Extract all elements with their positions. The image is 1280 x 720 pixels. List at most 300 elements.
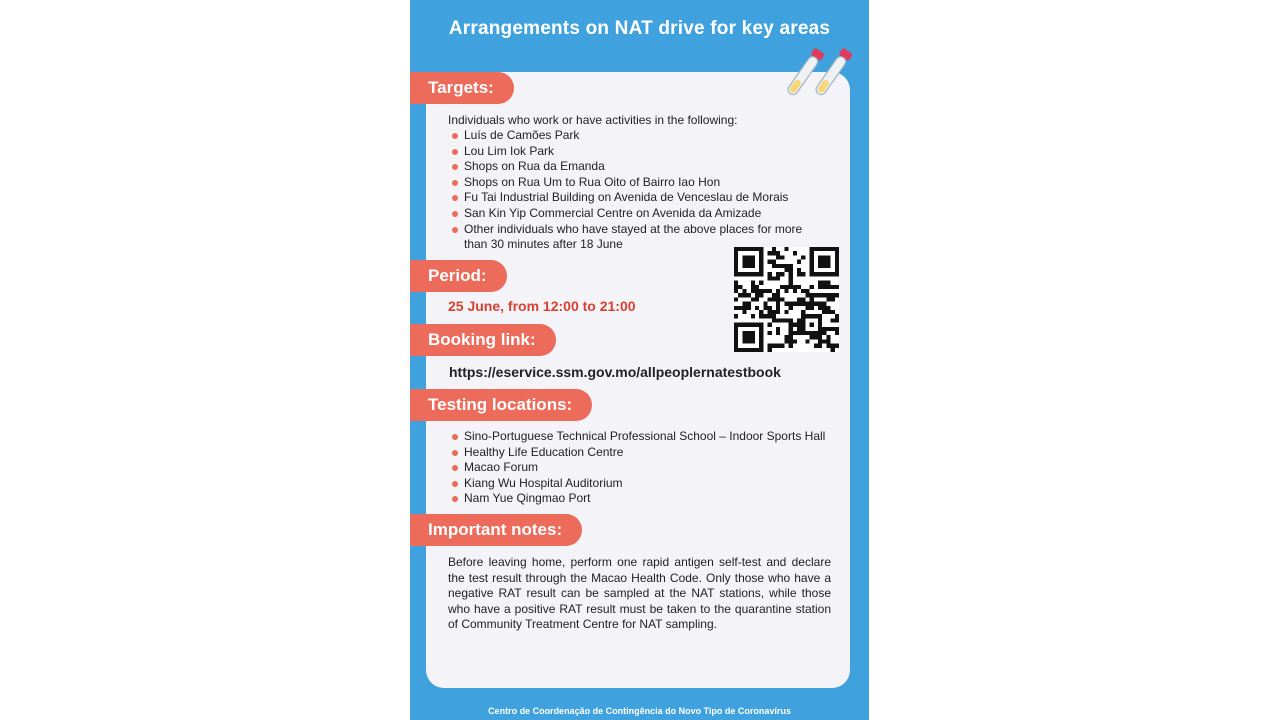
qr-module — [734, 255, 738, 259]
qr-module — [734, 285, 738, 289]
qr-module — [822, 264, 826, 268]
qr-module — [759, 335, 763, 339]
list-item: Shops on Rua Um to Rua Oito of Bairro Iao Hon — [448, 175, 802, 191]
qr-module — [742, 260, 746, 264]
qr-module — [826, 293, 830, 297]
targets-intro: Individuals who work or have activities in the following: — [448, 113, 738, 127]
period-value: 25 June, from 12:00 to 21:00 — [448, 298, 636, 314]
qr-module — [755, 323, 759, 327]
qr-module — [789, 306, 793, 310]
qr-module — [826, 306, 830, 310]
qr-module — [801, 289, 805, 293]
qr-module — [738, 272, 742, 276]
qr-module — [734, 268, 738, 272]
qr-module — [822, 306, 826, 310]
qr-module — [742, 293, 746, 297]
qr-module — [810, 255, 814, 259]
qr-module — [751, 264, 755, 268]
qr-module — [759, 281, 763, 285]
qr-module — [742, 302, 746, 306]
qr-module — [784, 289, 788, 293]
qr-module — [768, 314, 772, 318]
qr-module — [747, 323, 751, 327]
qr-module — [835, 331, 839, 335]
qr-module — [831, 293, 835, 297]
list-item: Lou Lim Iok Park — [448, 144, 802, 160]
qr-module — [805, 289, 809, 293]
qr-module — [784, 268, 788, 272]
bullet-icon — [452, 180, 458, 186]
bullet-icon — [452, 164, 458, 170]
qr-module — [793, 289, 797, 293]
qr-module — [797, 260, 801, 264]
qr-module — [793, 339, 797, 343]
qr-module — [768, 251, 772, 255]
qr-module — [759, 251, 763, 255]
qr-module — [742, 331, 746, 335]
qr-module — [776, 310, 780, 314]
bullet-icon — [452, 434, 458, 440]
qr-module — [780, 285, 784, 289]
qr-module — [734, 297, 738, 301]
qr-module — [831, 327, 835, 331]
qr-module — [801, 318, 805, 322]
qr-module — [784, 302, 788, 306]
qr-module — [789, 327, 793, 331]
qr-module — [738, 247, 742, 251]
booking-link[interactable]: https://eservice.ssm.gov.mo/allpeoplernatestbook — [449, 364, 781, 380]
qr-module — [831, 247, 835, 251]
qr-module — [742, 339, 746, 343]
qr-module — [826, 285, 830, 289]
locations-list — [448, 429, 825, 507]
qr-module — [751, 314, 755, 318]
qr-module — [797, 323, 801, 327]
qr-module — [801, 310, 805, 314]
qr-module — [742, 255, 746, 259]
qr-module — [835, 327, 839, 331]
qr-module — [776, 318, 780, 322]
qr-module — [835, 285, 839, 289]
qr-module — [801, 272, 805, 276]
qr-module — [826, 310, 830, 314]
qr-module — [755, 285, 759, 289]
qr-module — [814, 293, 818, 297]
qr-module — [763, 306, 767, 310]
qr-module — [835, 314, 839, 318]
qr-module — [734, 272, 738, 276]
qr-module — [747, 302, 751, 306]
qr-module — [759, 323, 763, 327]
bullet-icon — [452, 496, 458, 502]
qr-module — [826, 339, 830, 343]
qr-module — [755, 297, 759, 301]
section-label-period: Period: — [410, 260, 507, 292]
qr-module — [814, 314, 818, 318]
qr-module — [818, 335, 822, 339]
qr-module — [742, 306, 746, 310]
qr-module — [789, 335, 793, 339]
qr-module — [789, 272, 793, 276]
qr-module — [810, 335, 814, 339]
qr-module — [751, 272, 755, 276]
qr-module — [810, 331, 814, 335]
qr-module — [759, 264, 763, 268]
bullet-icon — [452, 133, 458, 139]
qr-module — [734, 348, 738, 352]
qr-module — [747, 306, 751, 310]
qr-module — [734, 289, 738, 293]
qr-module — [835, 247, 839, 251]
qr-module — [742, 247, 746, 251]
qr-module — [742, 289, 746, 293]
qr-module — [759, 331, 763, 335]
qr-module — [789, 264, 793, 268]
qr-module — [747, 255, 751, 259]
qr-module — [776, 297, 780, 301]
qr-module — [822, 339, 826, 343]
qr-module — [797, 268, 801, 272]
qr-module — [826, 335, 830, 339]
qr-module — [789, 281, 793, 285]
list-item: Kiang Wu Hospital Auditorium — [448, 476, 825, 492]
qr-module — [789, 331, 793, 335]
qr-module — [734, 260, 738, 264]
qr-module — [797, 297, 801, 301]
qr-module — [776, 331, 780, 335]
qr-module — [805, 314, 809, 318]
qr-module — [822, 327, 826, 331]
qr-module — [747, 260, 751, 264]
qr-module — [822, 331, 826, 335]
qr-module — [805, 306, 809, 310]
qr-module — [734, 306, 738, 310]
qr-module — [818, 331, 822, 335]
qr-module — [818, 306, 822, 310]
qr-module — [742, 310, 746, 314]
qr-module — [793, 331, 797, 335]
qr-module — [789, 339, 793, 343]
qr-module — [793, 285, 797, 289]
section-label-locations: Testing locations: — [410, 389, 592, 421]
qr-module — [814, 335, 818, 339]
qr-module — [801, 297, 805, 301]
qr-module — [772, 344, 776, 348]
qr-module — [805, 331, 809, 335]
qr-module — [826, 344, 830, 348]
qr-module — [755, 306, 759, 310]
qr-module — [822, 285, 826, 289]
qr-module — [751, 323, 755, 327]
qr-module — [768, 331, 772, 335]
qr-module — [759, 348, 763, 352]
qr-module — [759, 255, 763, 259]
qr-module — [814, 247, 818, 251]
qr-module — [772, 251, 776, 255]
qr-module — [734, 251, 738, 255]
qr-module — [797, 302, 801, 306]
list-item: Other individuals who have stayed at the above places for more — [448, 222, 802, 238]
qr-module — [784, 339, 788, 343]
qr-module — [755, 289, 759, 293]
qr-module — [747, 335, 751, 339]
qr-module — [751, 348, 755, 352]
bullet-icon — [452, 211, 458, 217]
qr-module — [801, 331, 805, 335]
qr-module — [801, 255, 805, 259]
qr-module — [818, 247, 822, 251]
list-item-continuation: than 30 minutes after 18 June — [464, 237, 623, 252]
qr-module — [826, 272, 830, 276]
qr-module — [759, 339, 763, 343]
qr-module — [734, 247, 738, 251]
qr-module — [755, 293, 759, 297]
qr-module — [810, 314, 814, 318]
qr-module — [751, 255, 755, 259]
list-item: Fu Tai Industrial Building on Avenida de Venceslau de Morais — [448, 190, 802, 206]
qr-module — [831, 272, 835, 276]
qr-module — [759, 289, 763, 293]
qr-module — [818, 327, 822, 331]
qr-module — [780, 255, 784, 259]
qr-module — [751, 297, 755, 301]
bullet-icon — [452, 465, 458, 471]
qr-module — [822, 260, 826, 264]
list-item: Nam Yue Qingmao Port — [448, 491, 825, 507]
qr-module — [772, 247, 776, 251]
qr-module — [818, 339, 822, 343]
list-item: Healthy Life Education Centre — [448, 445, 825, 461]
bullet-icon — [452, 227, 458, 233]
qr-module — [747, 293, 751, 297]
qr-module — [759, 247, 763, 251]
qr-module — [810, 293, 814, 297]
qr-module — [772, 318, 776, 322]
qr-module — [768, 272, 772, 276]
qr-module — [747, 348, 751, 352]
qr-module — [831, 318, 835, 322]
qr-module — [826, 327, 830, 331]
qr-module — [801, 327, 805, 331]
qr-module — [742, 348, 746, 352]
qr-module — [772, 310, 776, 314]
qr-module — [814, 302, 818, 306]
qr-module — [776, 272, 780, 276]
qr-module — [818, 264, 822, 268]
qr-module — [814, 331, 818, 335]
qr-module — [835, 260, 839, 264]
qr-module — [835, 344, 839, 348]
qr-module — [734, 331, 738, 335]
qr-module — [818, 344, 822, 348]
qr-module — [747, 272, 751, 276]
list-item: San Kin Yip Commercial Centre on Avenida da Amizade — [448, 206, 802, 222]
qr-module — [835, 293, 839, 297]
qr-module — [751, 339, 755, 343]
qr-module — [772, 293, 776, 297]
qr-module — [780, 264, 784, 268]
list-item: Shops on Rua da Emanda — [448, 159, 802, 175]
qr-module — [747, 247, 751, 251]
qr-module — [822, 310, 826, 314]
qr-module — [776, 276, 780, 280]
bullet-icon — [452, 481, 458, 487]
section-label-targets: Targets: — [410, 72, 514, 104]
qr-module — [734, 339, 738, 343]
qr-module — [793, 323, 797, 327]
qr-module — [789, 285, 793, 289]
qr-module — [776, 344, 780, 348]
qr-module — [818, 255, 822, 259]
qr-module — [814, 272, 818, 276]
qr-module — [776, 255, 780, 259]
qr-module — [789, 276, 793, 280]
qr-module — [814, 344, 818, 348]
qr-module — [826, 297, 830, 301]
qr-module — [801, 302, 805, 306]
qr-module — [755, 272, 759, 276]
qr-module — [768, 344, 772, 348]
qr-module — [835, 251, 839, 255]
qr-module — [734, 264, 738, 268]
qr-module — [780, 344, 784, 348]
qr-module — [751, 335, 755, 339]
qr-module — [751, 247, 755, 251]
qr-module — [818, 285, 822, 289]
qr-module — [738, 323, 742, 327]
qr-module — [747, 339, 751, 343]
qr-module — [772, 276, 776, 280]
qr-code-icon — [734, 247, 839, 352]
qr-module — [797, 318, 801, 322]
qr-module — [810, 268, 814, 272]
qr-module — [805, 339, 809, 343]
qr-module — [831, 285, 835, 289]
qr-module — [755, 247, 759, 251]
qr-module — [772, 264, 776, 268]
qr-module — [810, 323, 814, 327]
targets-list — [448, 128, 802, 253]
qr-module — [759, 310, 763, 314]
qr-module — [789, 323, 793, 327]
qr-module — [768, 276, 772, 280]
qr-module — [784, 285, 788, 289]
qr-module — [831, 348, 835, 352]
qr-module — [734, 281, 738, 285]
qr-module — [810, 302, 814, 306]
qr-module — [810, 247, 814, 251]
qr-module — [810, 251, 814, 255]
qr-module — [793, 302, 797, 306]
qr-module — [734, 335, 738, 339]
qr-module — [784, 335, 788, 339]
qr-module — [793, 251, 797, 255]
qr-module — [747, 264, 751, 268]
qr-module — [742, 323, 746, 327]
qr-module — [751, 285, 755, 289]
qr-module — [784, 310, 788, 314]
qr-module — [734, 323, 738, 327]
qr-module — [759, 260, 763, 264]
qr-module — [768, 323, 772, 327]
qr-module — [810, 285, 814, 289]
qr-module — [831, 344, 835, 348]
qr-module — [831, 310, 835, 314]
qr-module — [805, 293, 809, 297]
qr-module — [738, 306, 742, 310]
qr-module — [742, 264, 746, 268]
qr-module — [835, 268, 839, 272]
qr-module — [818, 314, 822, 318]
qr-module — [738, 293, 742, 297]
qr-module — [818, 318, 822, 322]
qr-module — [776, 289, 780, 293]
qr-module — [776, 327, 780, 331]
qr-module — [784, 247, 788, 251]
qr-module — [801, 323, 805, 327]
qr-module — [810, 272, 814, 276]
qr-module — [742, 335, 746, 339]
qr-module — [772, 297, 776, 301]
qr-module — [818, 302, 822, 306]
section-label-notes: Important notes: — [410, 514, 582, 546]
notes-text: Before leaving home, perform one rapid antigen self-test and declare the test result through the Macao Health Code. Only those who have a negative RAT result can be sampled at the NAT stations, while those who have a positive RAT result must be taken to the quarantine station of Community Treatment Centre for NAT sampling. — [448, 555, 831, 632]
qr-module — [759, 293, 763, 297]
qr-module — [784, 318, 788, 322]
qr-module — [789, 268, 793, 272]
qr-module — [835, 272, 839, 276]
qr-module — [810, 297, 814, 301]
qr-module — [822, 302, 826, 306]
qr-module — [822, 272, 826, 276]
qr-module — [822, 281, 826, 285]
qr-module — [780, 297, 784, 301]
qr-module — [738, 285, 742, 289]
qr-module — [797, 285, 801, 289]
qr-module — [742, 272, 746, 276]
test-tubes-icon — [782, 44, 854, 104]
qr-module — [822, 293, 826, 297]
qr-module — [763, 302, 767, 306]
qr-module — [734, 344, 738, 348]
qr-module — [751, 289, 755, 293]
qr-module — [789, 302, 793, 306]
qr-module — [818, 293, 822, 297]
list-item: Luís de Camões Park — [448, 128, 802, 144]
qr-module — [805, 302, 809, 306]
footer-organization: Centro de Coordenação de Contingência do Novo Tipo de Coronavírus — [488, 706, 791, 716]
qr-module — [759, 272, 763, 276]
qr-module — [789, 344, 793, 348]
qr-module — [759, 327, 763, 331]
qr-module — [759, 314, 763, 318]
qr-module — [768, 310, 772, 314]
qr-module — [747, 331, 751, 335]
qr-module — [797, 331, 801, 335]
qr-module — [822, 247, 826, 251]
qr-module — [818, 323, 822, 327]
qr-module — [763, 314, 767, 318]
qr-module — [835, 255, 839, 259]
qr-module — [772, 260, 776, 264]
qr-module — [776, 251, 780, 255]
qr-module — [797, 272, 801, 276]
qr-module — [810, 306, 814, 310]
qr-module — [831, 297, 835, 301]
qr-module — [826, 281, 830, 285]
poster-title: Arrangements on NAT drive for key areas — [448, 18, 831, 39]
qr-module — [789, 318, 793, 322]
